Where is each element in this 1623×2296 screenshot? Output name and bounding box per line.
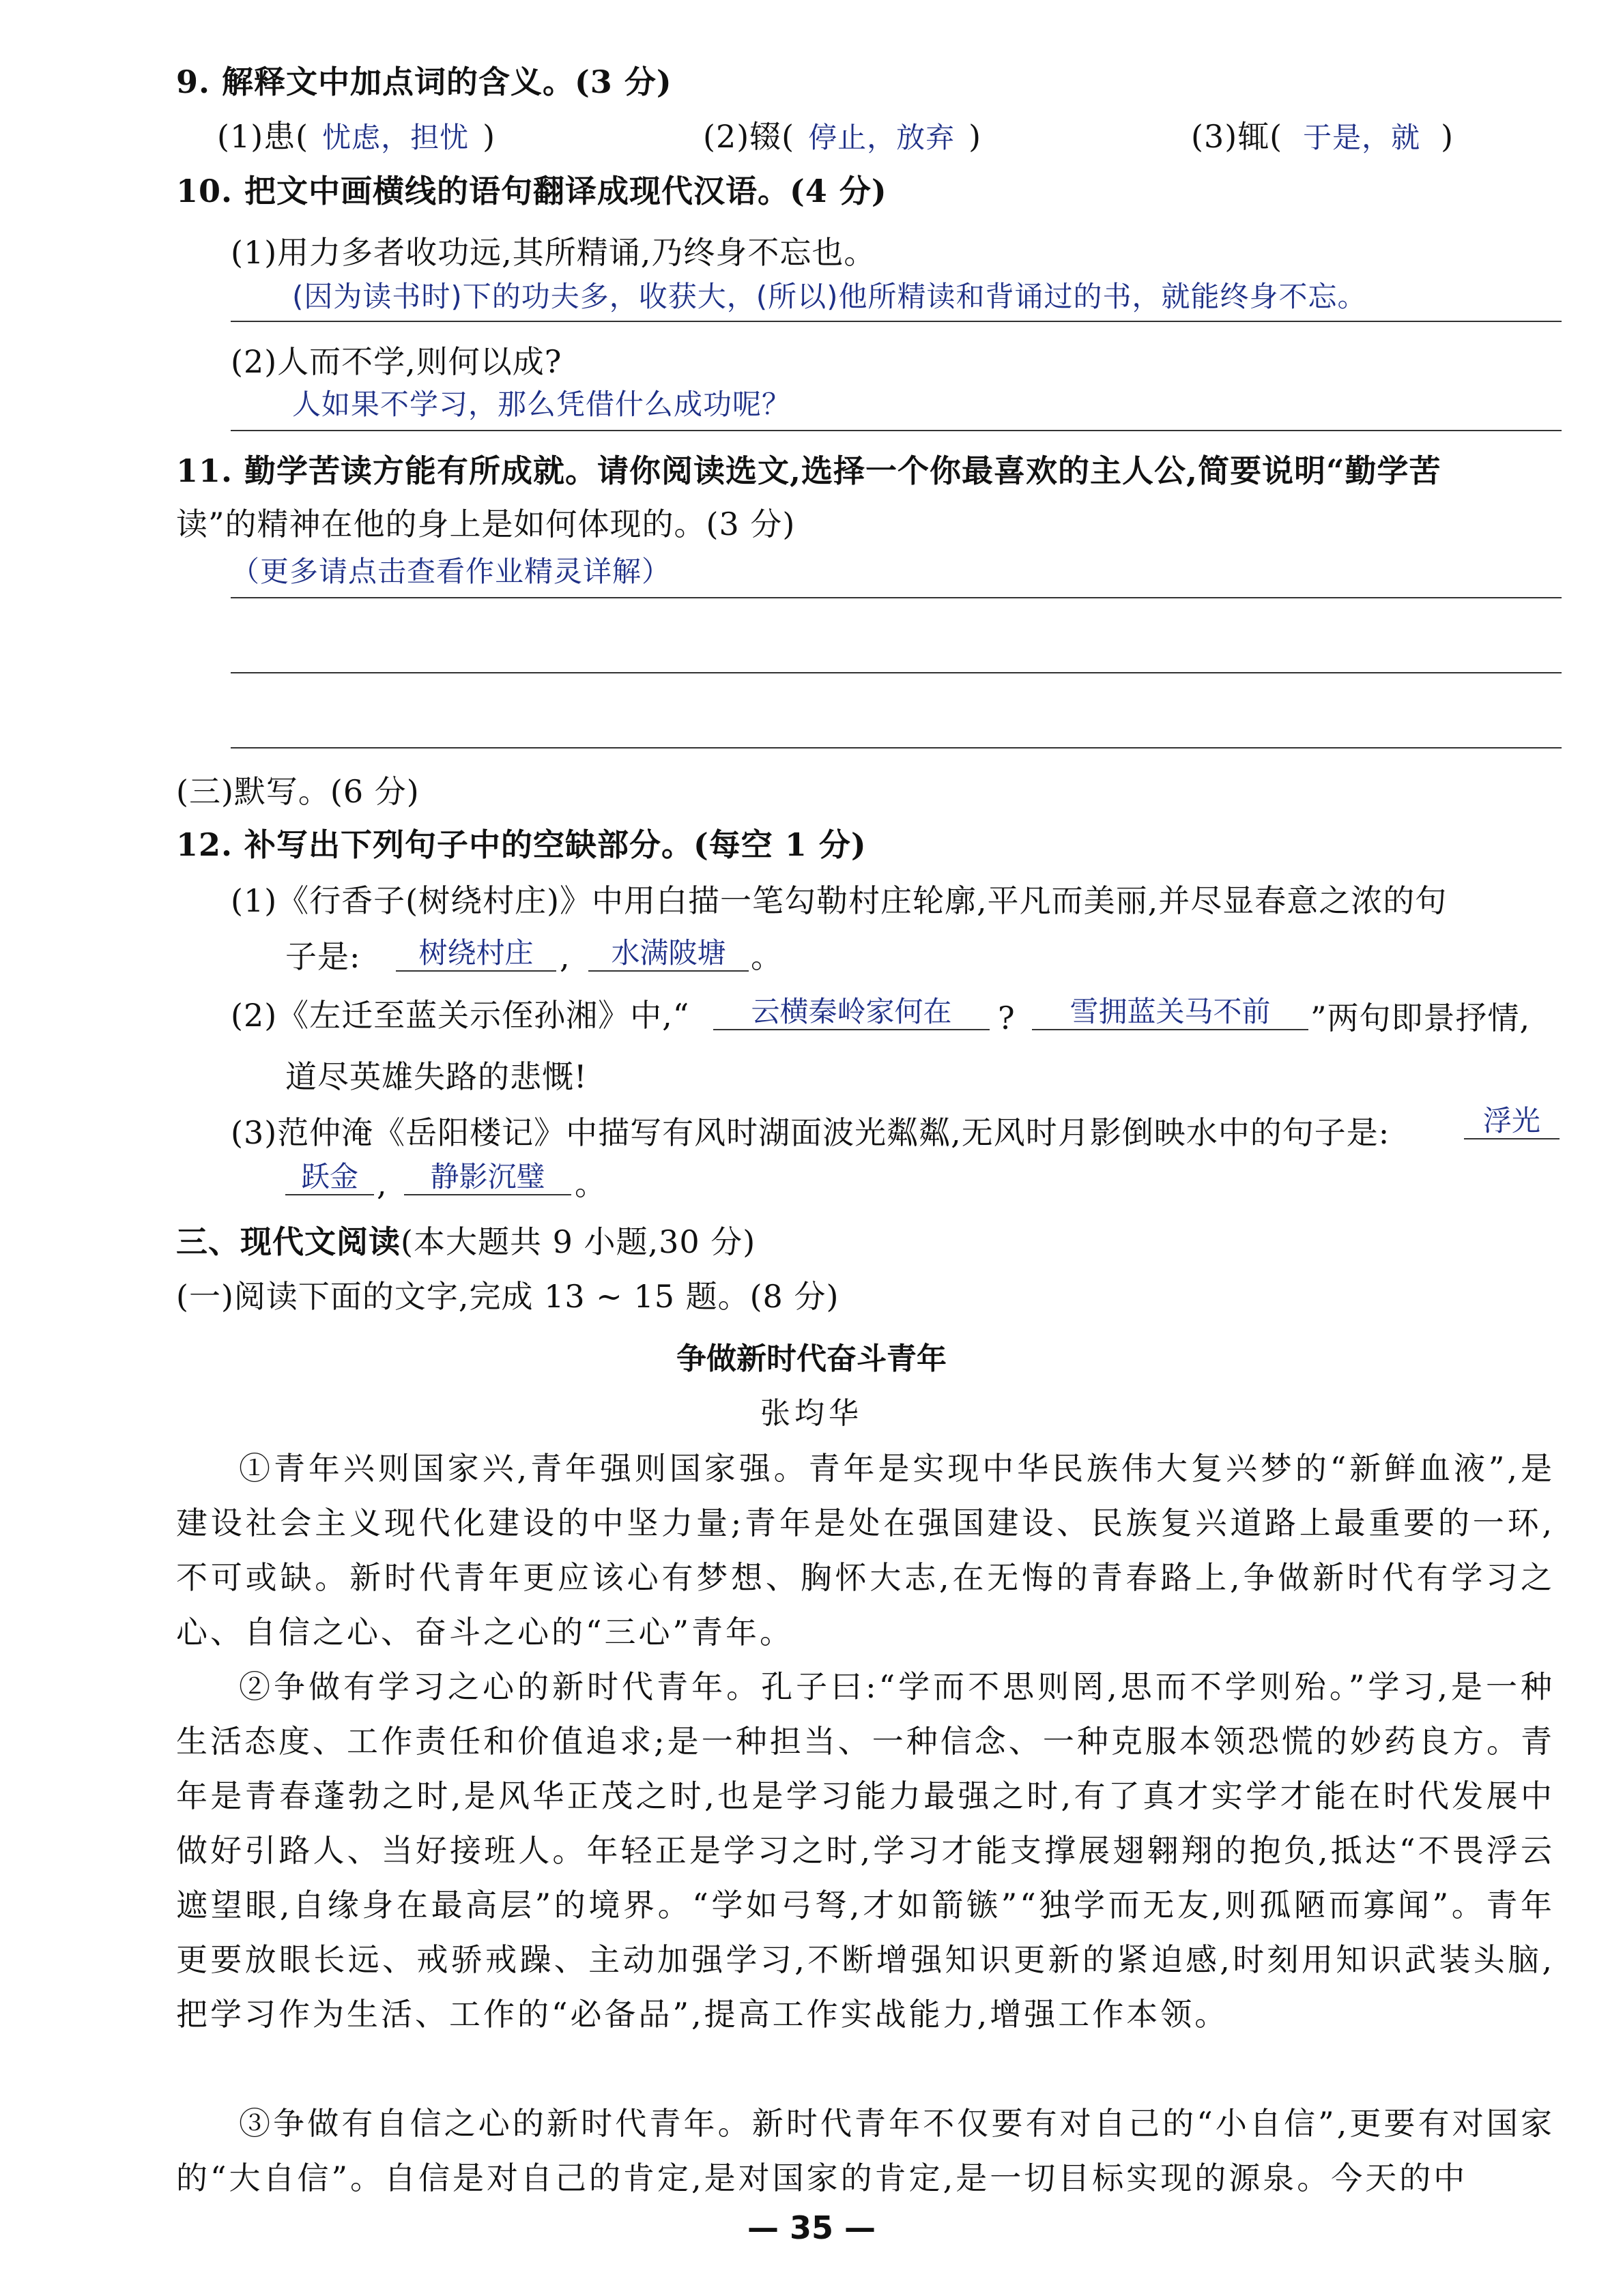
part3-heading-rest: (本大题共 9 小题,30 分) (401, 1223, 756, 1260)
q11-stem-line1 (176, 450, 1441, 491)
part3-heading-bold: 三、现代文阅读 (176, 1223, 401, 1260)
q12-s2-line2: 道尽英雄失路的悲慨! (285, 1058, 588, 1095)
q9-item-2-answer: 停止，放弃 (808, 121, 956, 154)
article-title: 争做新时代奋斗青年 (676, 1341, 947, 1376)
q10-stem-text: 10. 把文中画横线的语句翻译成现代汉语。(4 分) (176, 173, 887, 209)
q9-item-3-answer: 于是，就 (1303, 121, 1421, 154)
q12-s1-line1: (1)《行香子(树绕村庄)》中用白描一笔勾勒村庄轮廓,平凡而美丽,并尽显春意之浓的句 (231, 882, 1448, 919)
q12-s3-blank2[interactable]: 静影沉璧 (404, 1160, 571, 1195)
part3-heading (176, 1221, 756, 1262)
q12-stem (176, 824, 867, 865)
q12-s3-blank1-part2[interactable]: 跃金 (285, 1160, 374, 1195)
q12-s3-line1: (3)范仲淹《岳阳楼记》中描写有风时湖面波光粼粼,无风时月影倒映水中的句子是: (231, 1114, 1390, 1151)
q9-item-2-label: (2)辍( (703, 118, 795, 155)
q9-stem (176, 61, 672, 102)
q10-sub1-answer: (因为读书时)下的功夫多，收获大，(所以)他所精读和背诵过的书，就能终身不忘。 (292, 280, 1367, 313)
q11-stem-line2: 读”的精神在他的身上是如何体现的。(3 分) (176, 506, 796, 542)
q12-s3-end: 。 (575, 1165, 607, 1202)
q9-item-1-label: (1)患( (217, 118, 309, 155)
q9-item-3-label: (3)辄( (1191, 118, 1283, 155)
article-paragraph-2: ②争做有学习之心的新时代青年。孔子曰:“学而不思则罔,思而不学则殆。”学习,是一种生活态度、工作责任和价值追求;是一种担当、一种信念、一种克服本领恐慌的妙药良方。青年是青春蓬勃之时,是风华正茂之时,也是学习能力最强之时,有了真才实学才能在时代发展中做好引路人、当好接班人。年轻正是学习之时,学习才能支撑展翅翱翔的抱负,抵达“不畏浮云遮望眼,自缘身在最高层”的境界。“学如弓弩,才如箭镞”“独学而无友,则孤陋而寡闻”。青年更要放眼长远、戒骄戒躁、主动加强学习,不断增强知识更新的紧迫感,时刻用知识武装头脑,把学习作为生活、工作的“必备品”,提高工作实战能力,增强工作本领。 (176, 1668, 1555, 2033)
q12-stem-text: 12. 补写出下列句子中的空缺部分。(每空 1 分) (176, 826, 867, 863)
answer-line (231, 597, 1562, 598)
q12-s2-suffix: ”两句即景抒情, (1310, 1000, 1531, 1036)
q9-item-3-close: ) (1441, 118, 1454, 155)
q12-s3-sep: , (377, 1165, 388, 1202)
q11-stem-line1-text: 11. 勤学苦读方能有所成就。请你阅读选文,选择一个你最喜欢的主人公,简要说明“勤学苦 (176, 452, 1441, 489)
q12-s1-end: 。 (751, 938, 783, 975)
q12-s3-blank1-part1[interactable]: 浮光 (1464, 1104, 1560, 1139)
q10-sub2-prompt: (2)人而不学,则何以成? (231, 343, 562, 380)
q9-item-1-close: ) (483, 118, 496, 155)
q9-stem-text: 9. 解释文中加点词的含义。(3 分) (176, 63, 672, 100)
q9-item-2-close: ) (968, 118, 982, 155)
q11-answer[interactable]: （更多请点击查看作业精灵详解） (231, 555, 672, 588)
answer-line (231, 321, 1562, 322)
q12-s2-mid: ? (998, 1000, 1016, 1036)
page-number: — 35 — (747, 2209, 876, 2246)
q10-stem (176, 171, 887, 212)
q12-s2-prefix: (2)《左迁至蓝关示侄孙湘》中,“ (231, 997, 690, 1034)
answer-line (231, 672, 1562, 673)
q9-item-2 (703, 116, 981, 158)
article-author: 张均华 (760, 1396, 863, 1431)
answer-line (231, 430, 1562, 431)
q10-sub1-prompt: (1)用力多者收功远,其所精诵,乃终身不忘也。 (231, 234, 876, 271)
section3-heading: (三)默写。(6 分) (176, 773, 420, 810)
answer-line (231, 747, 1562, 749)
q12-s1-sep: , (560, 938, 571, 975)
q12-s1-blank2[interactable]: 水满陂塘 (588, 936, 749, 972)
q12-s2-blank1[interactable]: 云横秦岭家何在 (713, 995, 990, 1030)
q9-item-1-answer: 忧虑，担忧 (322, 121, 470, 154)
q12-s2-blank2[interactable]: 雪拥蓝关马不前 (1032, 995, 1308, 1030)
q12-s1-prefix: 子是: (285, 938, 361, 975)
part3-sub: (一)阅读下面的文字,完成 13 ~ 15 题。(8 分) (176, 1278, 839, 1315)
q12-s1-blank1[interactable]: 树绕村庄 (396, 936, 556, 972)
q9-item-1 (217, 116, 495, 158)
q9-item-3 (1191, 116, 1454, 158)
q10-sub2-answer: 人如果不学习，那么凭借什么成功呢？ (292, 388, 792, 421)
article-paragraph-1: ①青年兴则国家兴,青年强则国家强。青年是实现中华民族伟大复兴梦的“新鲜血液”,是建设社会主义现代化建设的中坚力量;青年是处在强国建设、民族复兴道路上最重要的一环,不可或缺。新时代青年更应该心有梦想、胸怀大志,在无悔的青春路上,争做新时代有学习之心、自信之心、奋斗之心的“三心”青年。 (176, 1450, 1555, 1651)
article-paragraph-3: ③争做有自信之心的新时代青年。新时代青年不仅要有对自己的“小自信”,更要有对国家的“大自信”。自信是对自己的肯定,是对国家的肯定,是一切目标实现的源泉。今天的中 (176, 2105, 1555, 2196)
